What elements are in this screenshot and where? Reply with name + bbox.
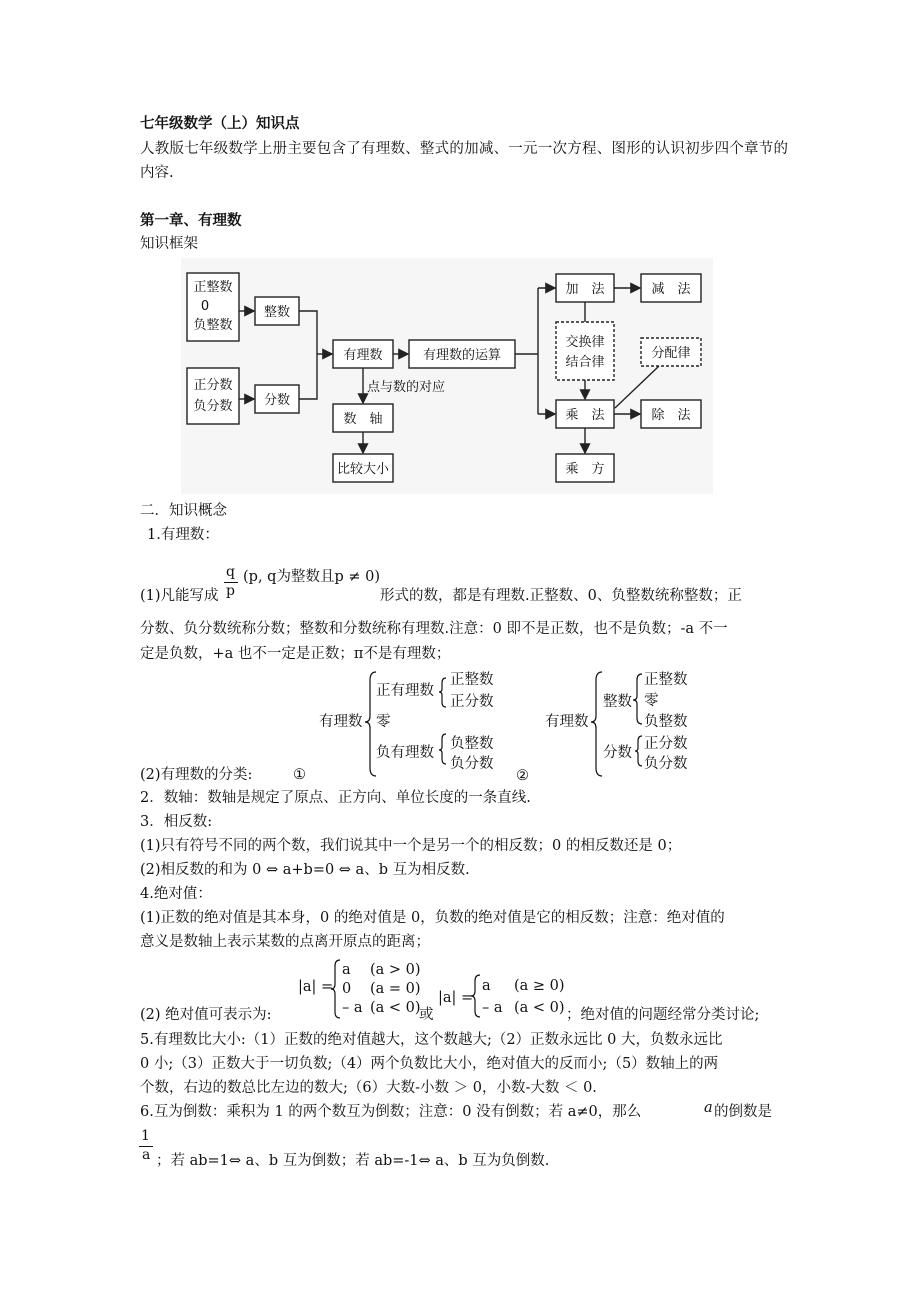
frac-condition: (p, q为整数且p ≠ 0) xyxy=(243,569,380,585)
class1-zero: 零 xyxy=(376,714,391,730)
chapter-title: 第一章、有理数 xyxy=(140,213,242,229)
intro-paragraph: 人教版七年级数学上册主要包含了有理数、整式的加减、一元一次方程、图形的认识初步四个章节的内容. xyxy=(140,141,788,181)
abs-or: 或 xyxy=(419,1007,434,1023)
recip-den: a xyxy=(142,1147,151,1163)
class2-frac-pos: 正分数 xyxy=(644,736,688,752)
abs-brace-1 xyxy=(330,958,342,1020)
abs-lhs-2: |a| = xyxy=(438,990,474,1006)
class1-pos-frac: 正分数 xyxy=(450,694,494,710)
s1-line3: 定是负数，+a 也不一定是正数；π不是有理数； xyxy=(140,646,451,662)
law-commutative: 交换律 xyxy=(565,335,605,350)
s4-title: 4.绝对值： xyxy=(140,886,212,902)
abs1-row3-cond: (a < 0) xyxy=(370,1000,421,1016)
law-associative: 结合律 xyxy=(565,355,605,370)
knowledge-framework-diagram xyxy=(181,258,713,494)
frac-type-neg: 负分数 xyxy=(193,399,233,414)
frac-q: q xyxy=(226,564,235,580)
int-type-pos: 正整数 xyxy=(193,280,233,295)
abs1-row1-val: a xyxy=(342,962,351,978)
class1-pos: 正有理数 xyxy=(376,683,434,699)
class2-int: 整数 xyxy=(603,694,632,710)
int-type-neg: 负整数 xyxy=(193,318,233,333)
frac-types-box xyxy=(187,368,239,424)
s4-1a: (1)正数的绝对值是其本身，0 的绝对值是 0，负数的绝对值是它的相反数；注意：绝对值的 xyxy=(140,910,725,926)
laws-box xyxy=(556,322,614,380)
abs2-row1-val: a xyxy=(482,978,491,994)
correspondence-label: 点与数的对应 xyxy=(366,380,446,395)
class1-neg-int: 负整数 xyxy=(450,736,494,752)
int-type-zero: 0 xyxy=(200,299,210,314)
subtract-label: 减 法 xyxy=(651,282,691,297)
abs2-row2-val: – a xyxy=(482,1000,503,1016)
abs1-row2-cond: (a = 0) xyxy=(370,981,421,997)
integer-label: 整数 xyxy=(263,305,291,320)
abs-brace-2 xyxy=(470,973,482,1019)
s6-line2: ；若 ab=1⇔ a、b 互为倒数；若 ab=-1⇔ a、b 互为负倒数. xyxy=(156,1153,550,1169)
circle-two: ② xyxy=(516,768,529,784)
multiply-label: 乘 法 xyxy=(565,408,605,423)
framework-label: 知识框架 xyxy=(140,236,198,252)
s1-class-label: (2)有理数的分类: xyxy=(140,767,253,783)
s1-rest: 形式的数，都是有理数.正整数、0、负整数统称整数；正 xyxy=(380,588,742,604)
fraction-label: 分数 xyxy=(263,393,291,408)
class2-frac: 分数 xyxy=(603,745,632,761)
compare-label: 比较大小 xyxy=(336,462,390,477)
class2-int-pos: 正整数 xyxy=(644,672,688,688)
s5-line1: 5.有理数比大小:（1）正数的绝对值越大，这个数越大;（2）正数永远比 0 大，负数永远比 xyxy=(140,1032,723,1048)
divide-label: 除 法 xyxy=(651,408,691,423)
class1-neg-frac: 负分数 xyxy=(450,756,494,772)
distributive-label: 分配律 xyxy=(651,346,691,361)
section-knowledge-concepts: 二．知识概念 xyxy=(140,503,227,519)
frac-p: p xyxy=(226,583,235,599)
section-rational-title: 1.有理数： xyxy=(147,527,219,543)
recip-num: 1 xyxy=(141,1128,150,1144)
s3-title: 3．相反数: xyxy=(140,814,213,830)
abs1-row3-val: – a xyxy=(342,1000,363,1016)
abs1-row1-cond: (a > 0) xyxy=(370,962,421,978)
s5-line2: 0 小;（3）正数大于一切负数;（4）两个负数比大小，绝对值大的反而小;（5）数轴上的两 xyxy=(140,1056,719,1072)
s5-line3: 个数，右边的数总比左边的数大;（6）大数-小数 ＞ 0，小数-大数 ＜ 0. xyxy=(140,1080,597,1096)
s6-a-italic: a xyxy=(704,1100,713,1116)
s4-1b: 意义是数轴上表示某数的点离开原点的距离； xyxy=(140,934,430,950)
abs1-row2-val: 0 xyxy=(342,981,352,997)
s6-line1: 6.互为倒数：乘积为 1 的两个数互为倒数；注意：0 没有倒数；若 a≠0，那么 xyxy=(140,1104,642,1120)
class2-root: 有理数 xyxy=(545,714,589,730)
class1-pos-int: 正整数 xyxy=(450,672,494,688)
add-label: 加 法 xyxy=(565,282,605,297)
class2-int-zero: 零 xyxy=(644,693,659,709)
operations-label: 有理数的运算 xyxy=(422,348,502,363)
s6-a-tail: 的倒数是 xyxy=(714,1104,772,1120)
circle-one: ① xyxy=(293,767,306,783)
s3-1: (1)只有符号不同的两个数，我们说其中一个是另一个的相反数；0 的相反数还是 0； xyxy=(140,838,682,854)
s4-2-label: (2) 绝对值可表示为: xyxy=(140,1007,272,1023)
abs2-row2-cond: (a < 0) xyxy=(514,1000,565,1016)
class2-int-neg: 负整数 xyxy=(644,714,688,730)
frac-type-pos: 正分数 xyxy=(193,378,233,393)
class1-neg: 负有理数 xyxy=(376,745,434,761)
rational-label: 有理数 xyxy=(343,348,383,363)
s4-2-tail: ；绝对值的问题经常分类讨论; xyxy=(566,1007,760,1023)
class2-frac-neg: 负分数 xyxy=(644,756,688,772)
s1-prefix: (1)凡能写成 xyxy=(140,588,219,604)
abs2-row1-cond: (a ≥ 0) xyxy=(514,978,565,994)
s3-2: (2)相反数的和为 0 ⇔ a+b=0 ⇔ a、b 互为相反数. xyxy=(140,862,470,878)
doc-title: 七年级数学（上）知识点 xyxy=(140,116,300,132)
power-label: 乘 方 xyxy=(565,462,605,477)
s1-line2: 分数、负分数统称分数；整数和分数统称有理数.注意：0 即不是正数，也不是负数；-a 不一 xyxy=(140,621,728,637)
number-line-label: 数 轴 xyxy=(343,412,383,427)
class2-braces xyxy=(590,670,650,782)
class1-root: 有理数 xyxy=(319,714,363,730)
s2-number-line: 2．数轴：数轴是规定了原点、正方向、单位长度的一条直线. xyxy=(140,790,531,806)
abs-lhs-1: |a| = xyxy=(298,979,334,995)
